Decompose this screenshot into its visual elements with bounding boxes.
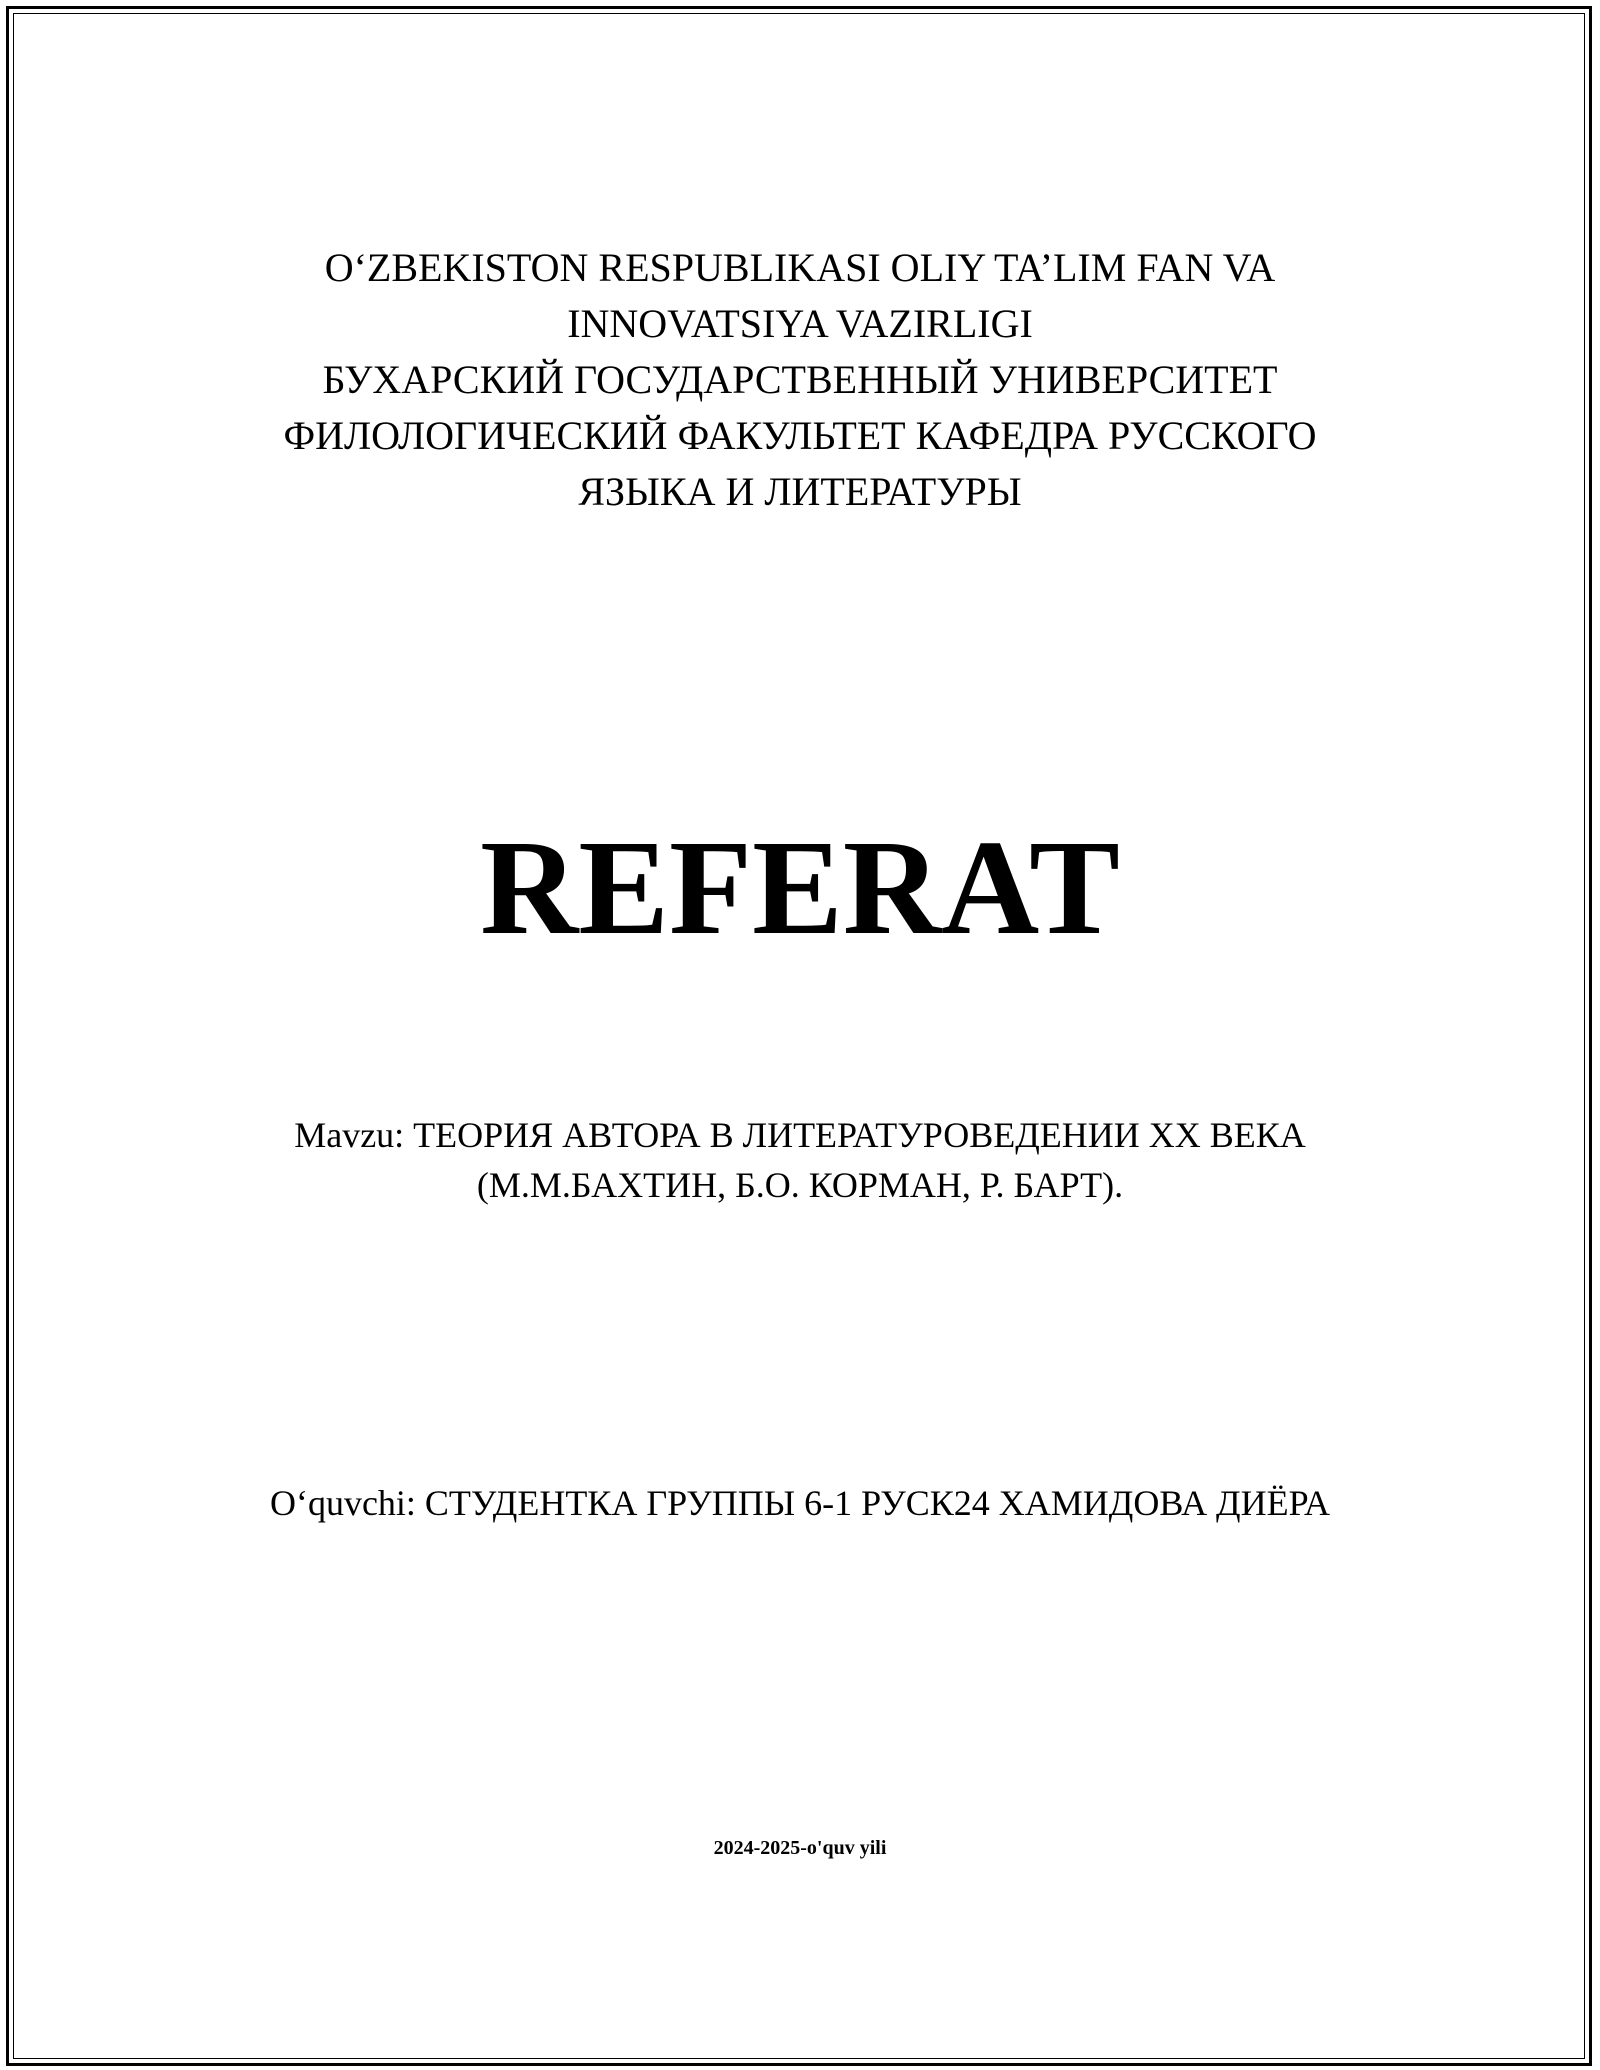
header-line: БУХАРСКИЙ ГОСУДАРСТВЕННЫЙ УНИВЕРСИТЕТ xyxy=(322,357,1278,402)
topic-line: Mavzu: ТЕОРИЯ АВТОРА В ЛИТЕРАТУРОВЕДЕНИИ XX ВЕКА xyxy=(294,1115,1306,1155)
student-info: O‘quvchi: СТУДЕНТКА ГРУППЫ 6-1 РУСК24 ХАМИДОВА ДИЁРА xyxy=(269,1483,1331,1523)
header-line: ФИЛОЛОГИЧЕСКИЙ ФАКУЛЬТЕТ КАФЕДРА РУССКОГО xyxy=(283,413,1317,458)
topic-line: (М.М.БАХТИН, Б.О. КОРМАН, Р. БАРТ). xyxy=(476,1165,1124,1205)
academic-year: 2024-2025-o'quv yili xyxy=(713,1837,887,1859)
institution-header xyxy=(0,240,1600,520)
header-line: INNOVATSIYA VAZIRLIGI xyxy=(567,301,1033,346)
header-line: O‘ZBEKISTON RESPUBLIKASI OLIY TA’LIM FAN VA xyxy=(324,245,1276,290)
topic-block xyxy=(0,1110,1600,1210)
document-title: REFERAT xyxy=(480,813,1120,963)
header-line: ЯЗЫКА И ЛИТЕРАТУРЫ xyxy=(578,469,1022,514)
